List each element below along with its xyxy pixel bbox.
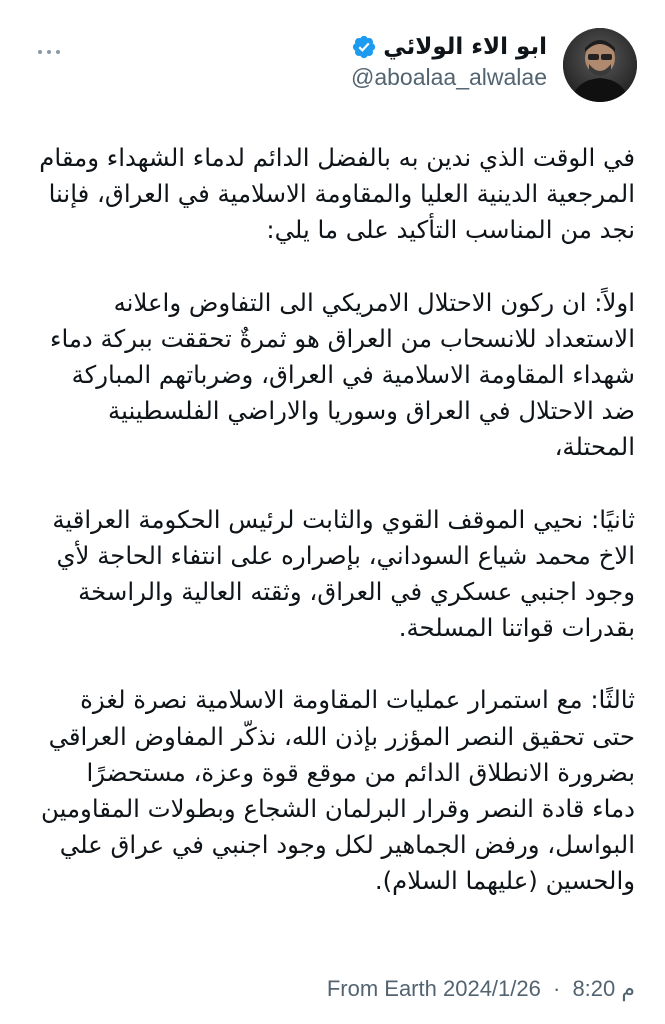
display-name[interactable]: ابو الاء الولائي bbox=[383, 34, 547, 60]
tweet-paragraph: في الوقت الذي ندين به بالفضل الدائم لدماء الشهداء ومقام المرجعية الدينية العليا والمقاومة الاسلامية في العراق، فإننا نجد من المناسب التأكيد على ما يلي: bbox=[39, 143, 635, 245]
tweet-paragraph: اولاً: ان ركون الاحتلال الامريكي الى التفاوض واعلانه الاستعداد للانسحاب من العراق هو ثمرةٌ تحققت ببركة دماء شهداء المقاومة الاسلامية في العراق، وضرباتهم المباركة ضد الاحتلال في العراق وسوريا والاراضي الفلسطينية المحتلة، bbox=[49, 287, 635, 462]
user-info bbox=[351, 34, 547, 91]
name-row bbox=[351, 34, 547, 60]
tweet-source[interactable]: From Earth bbox=[326, 976, 437, 1001]
more-options-icon[interactable] bbox=[34, 42, 64, 62]
tweet-paragraph: ثانيًا: نحيي الموقف القوي والثابت لرئيس الحكومة العراقية الاخ محمد شياع السوداني، بإصراره على انتفاء الحاجة لأي وجود اجنبي عسكري في العراق، وثقته العالية والراسخة بقدرات قواتنا المسلحة. bbox=[52, 504, 635, 643]
tweet-header bbox=[28, 28, 637, 108]
tweet-body bbox=[38, 140, 635, 900]
avatar[interactable] bbox=[563, 28, 637, 102]
verified-badge-icon bbox=[351, 34, 377, 60]
meta-time[interactable]: م 8:20 bbox=[572, 976, 635, 1001]
user-handle[interactable]: @aboalaa_alwalae bbox=[351, 64, 547, 90]
tweet-meta bbox=[327, 976, 635, 1002]
meta-date[interactable]: 2024/1/26 bbox=[442, 976, 541, 1001]
meta-separator: · bbox=[552, 976, 561, 1001]
tweet-paragraph: ثالثًا: مع استمرار عمليات المقاومة الاسلامية نصرة لغزة حتى تحقيق النصر المؤزر بإذن الله، نذكّر المفاوض العراقي بضرورة الانطلاق الدائم من موقع قوة وعزة، مستحضرًا دماء قادة النصر وقرار البرلمان الشجاع وبطولات المقاومين البواسل، ورفض الجماهير لكل وجود اجنبي في عراق علي والحسين (عليهما السلام). bbox=[41, 685, 635, 896]
